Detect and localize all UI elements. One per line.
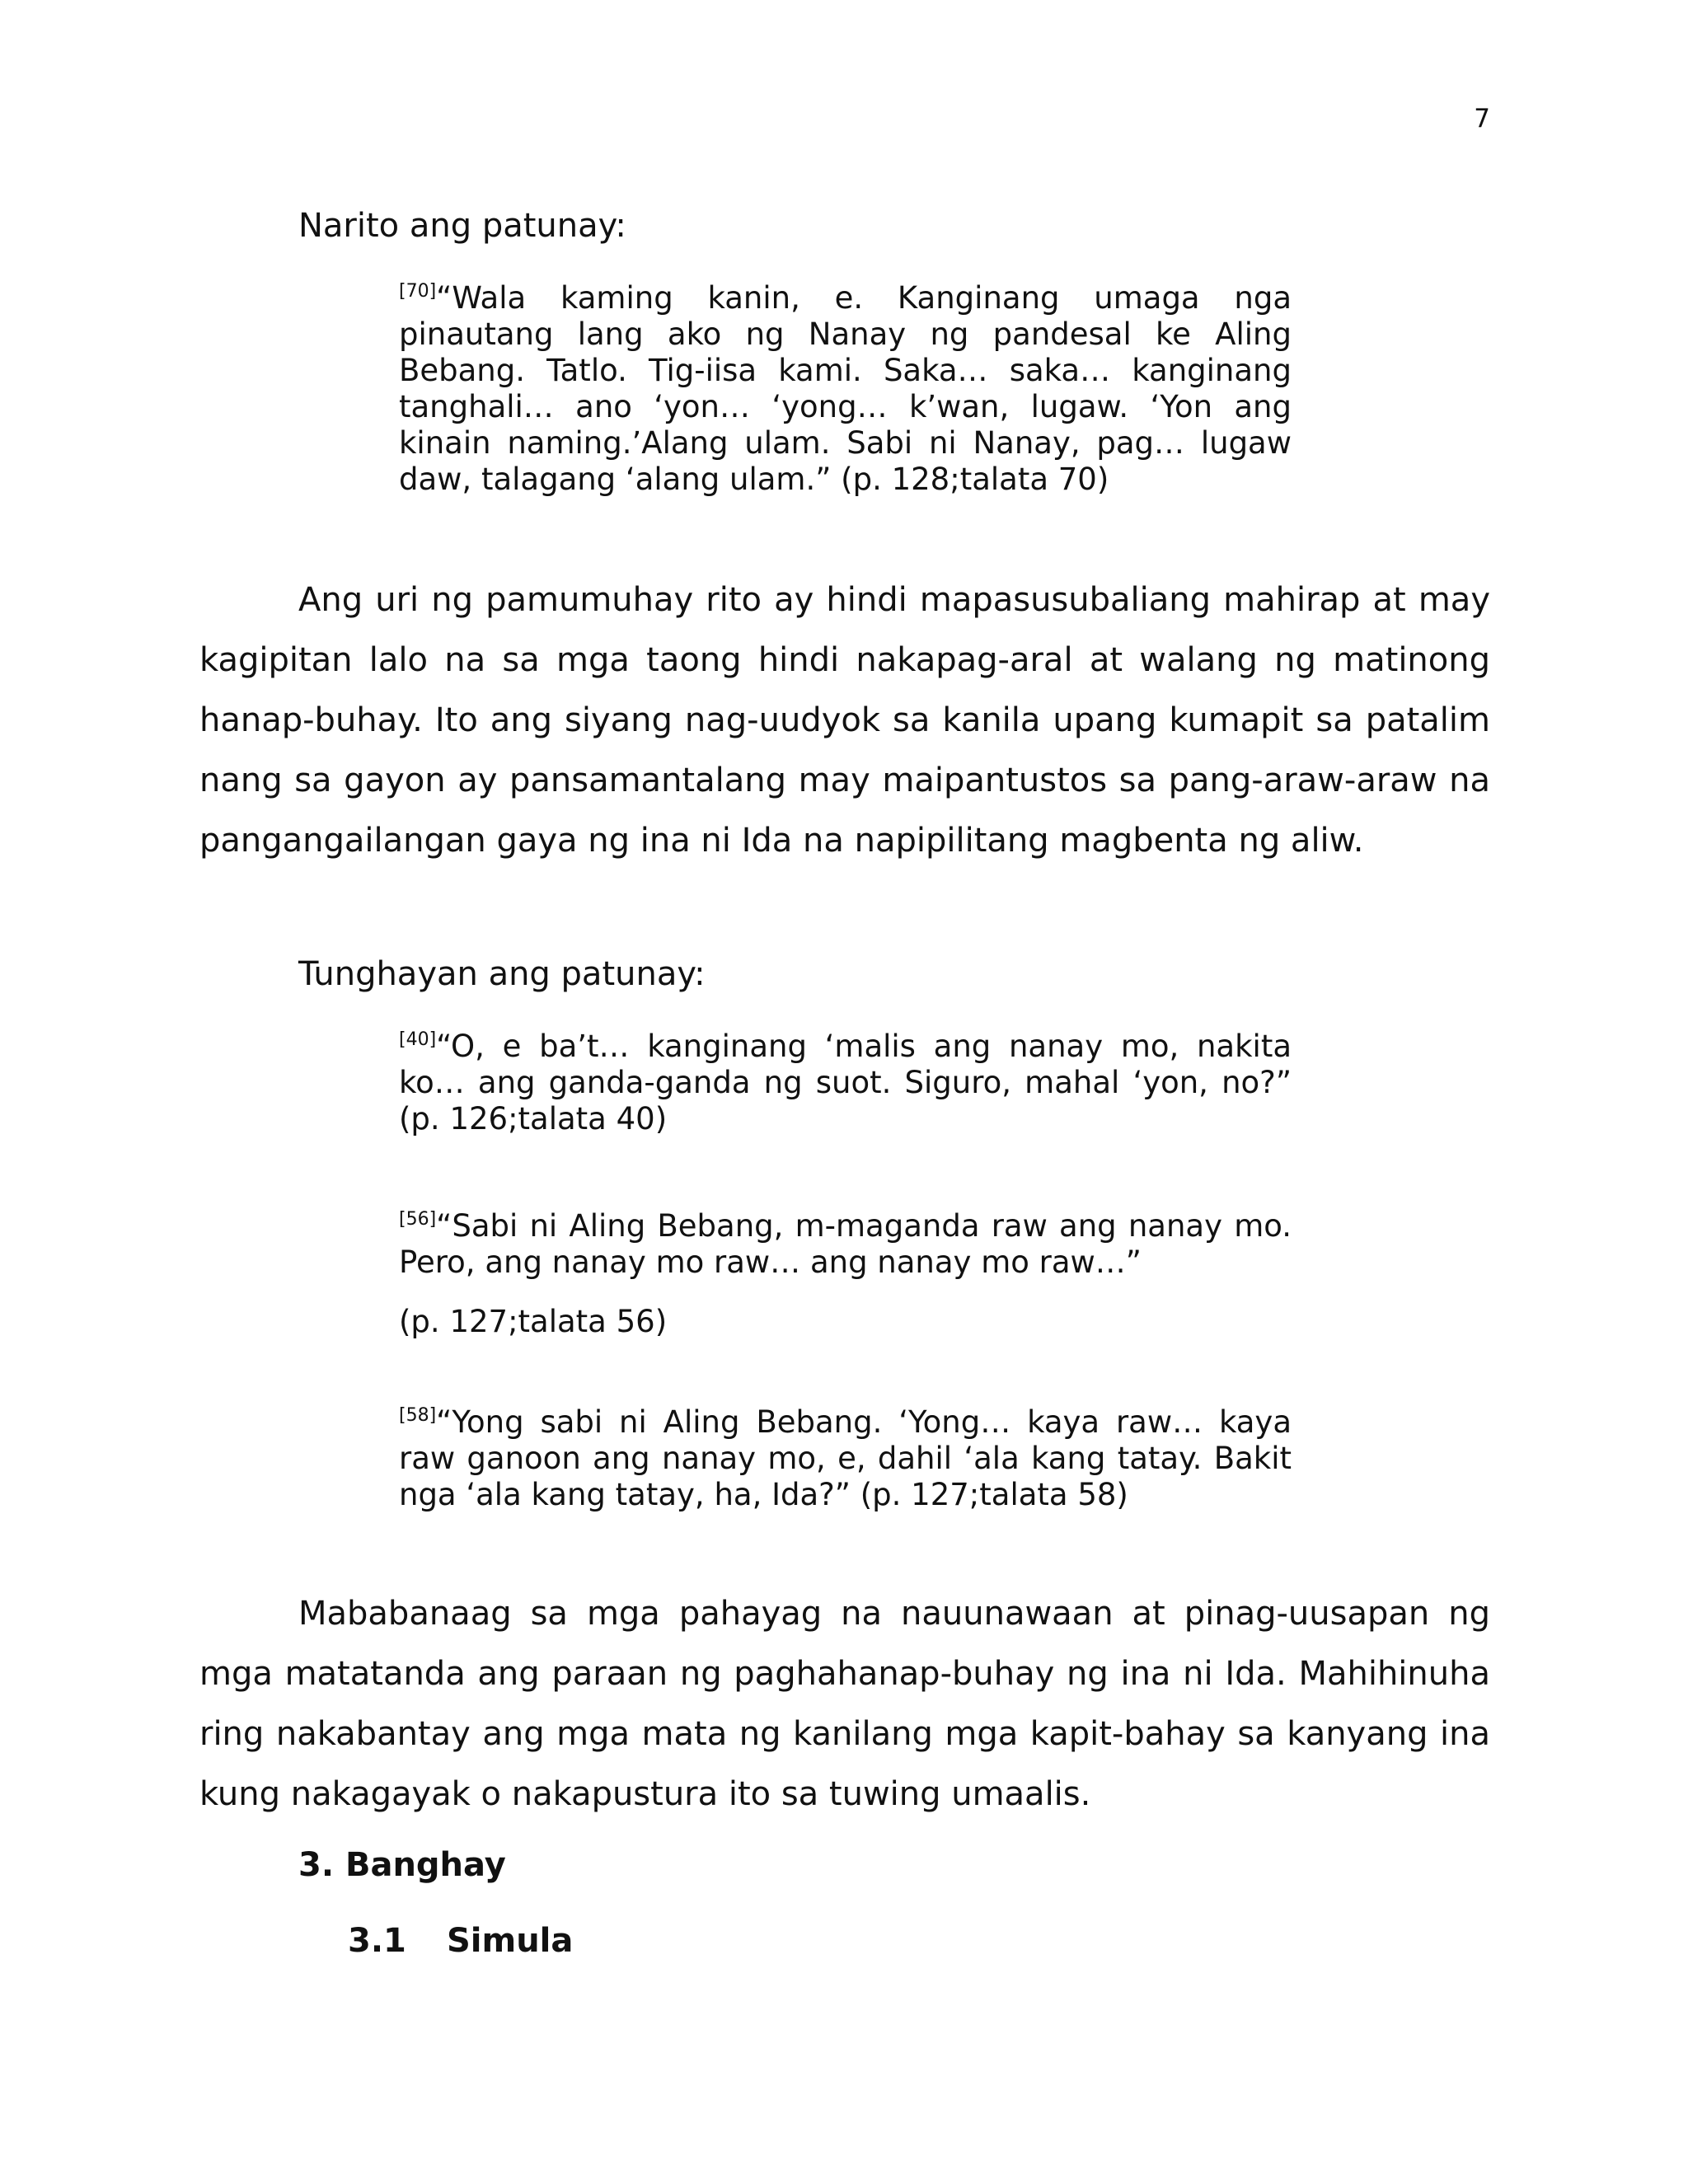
quote-text xyxy=(399,1029,1292,1137)
subsection-heading xyxy=(348,1922,573,1960)
block-quote-40 xyxy=(399,1029,1292,1137)
section-heading xyxy=(298,1846,506,1884)
intro-tunghayan: Tunghayan ang patunay: xyxy=(298,955,706,993)
quote-text xyxy=(399,1208,1292,1280)
block-quote-56 xyxy=(399,1208,1292,1281)
quote-body: “O, e ba’t… kanginang ‘malis ang nanay mo, nakita ko… ang ganda-ganda ng suot. Siguro, mahal ‘yon, no?” (p. 126;talata 40) xyxy=(399,1029,1292,1137)
quote-body: “Yong sabi ni Aling Bebang. ‘Yong… kaya raw… kaya raw ganoon ang nanay mo, e, dahil ‘ala kang tatay. Bakit nga ‘ala kang tatay, ha, Ida?” (p. 127;talata 58) xyxy=(399,1404,1292,1512)
section-title: Banghay xyxy=(345,1846,506,1884)
section-number: 3. xyxy=(298,1846,335,1884)
body-paragraph-1: Ang uri ng pamumuhay rito ay hindi mapasusubaliang mahirap at may kagipitan lalo na sa mga taong hindi nakapag-aral at walang ng matinong hanap-buhay. Ito ang siyang nag-uudyok sa kanila upang kumapit sa patalim nang sa gayon ay pansamantalang may maipantustos sa pang-araw-araw na pangangailangan gaya ng ina ni Ida na napipilitang magbenta ng aliw. xyxy=(199,581,1490,860)
quote-citation: (p. 127;talata 56) xyxy=(399,1304,668,1339)
subsection-title: Simula xyxy=(447,1922,574,1960)
footnote-ref: [40] xyxy=(399,1029,437,1050)
quote-body: “Wala kaming kanin, e. Kanginang umaga nga pinautang lang ako ng Nanay ng pandesal ke Aling Bebang. Tatlo. Tig-iisa kami. Saka… saka… kanginang tanghali… ano ‘yon… ‘yong… k’wan, lugaw. ‘Yon ang kinain naming.’Alang ulam. Sabi ni Nanay, pag… lugaw daw, talagang ‘alang ulam.” (p. 128;talata 70) xyxy=(399,280,1292,497)
block-quote-58 xyxy=(399,1404,1292,1513)
intro-narito: Narito ang patunay: xyxy=(298,207,626,245)
footnote-ref: [70] xyxy=(399,281,437,302)
page-number: 7 xyxy=(1474,104,1490,134)
quote-text xyxy=(399,1404,1292,1512)
quote-text xyxy=(399,280,1292,497)
block-quote-70 xyxy=(399,280,1292,498)
quote-body: “Sabi ni Aling Bebang, m-maganda raw ang nanay mo. Pero, ang nanay mo raw… ang nanay mo raw…” xyxy=(399,1208,1292,1280)
footnote-ref: [56] xyxy=(399,1209,437,1230)
body-paragraph-2: Mababanaag sa mga pahayag na nauunawaan at pinag-uusapan ng mga matatanda ang paraan ng paghahanap-buhay ng ina ni Ida. Mahihinuha ring nakabantay ang mga mata ng kanilang mga kapit-bahay sa kanyang ina kung nakagayak o nakapustura ito sa tuwing umaalis. xyxy=(199,1595,1490,1813)
footnote-ref: [58] xyxy=(399,1405,437,1426)
subsection-number: 3.1 xyxy=(348,1922,406,1960)
